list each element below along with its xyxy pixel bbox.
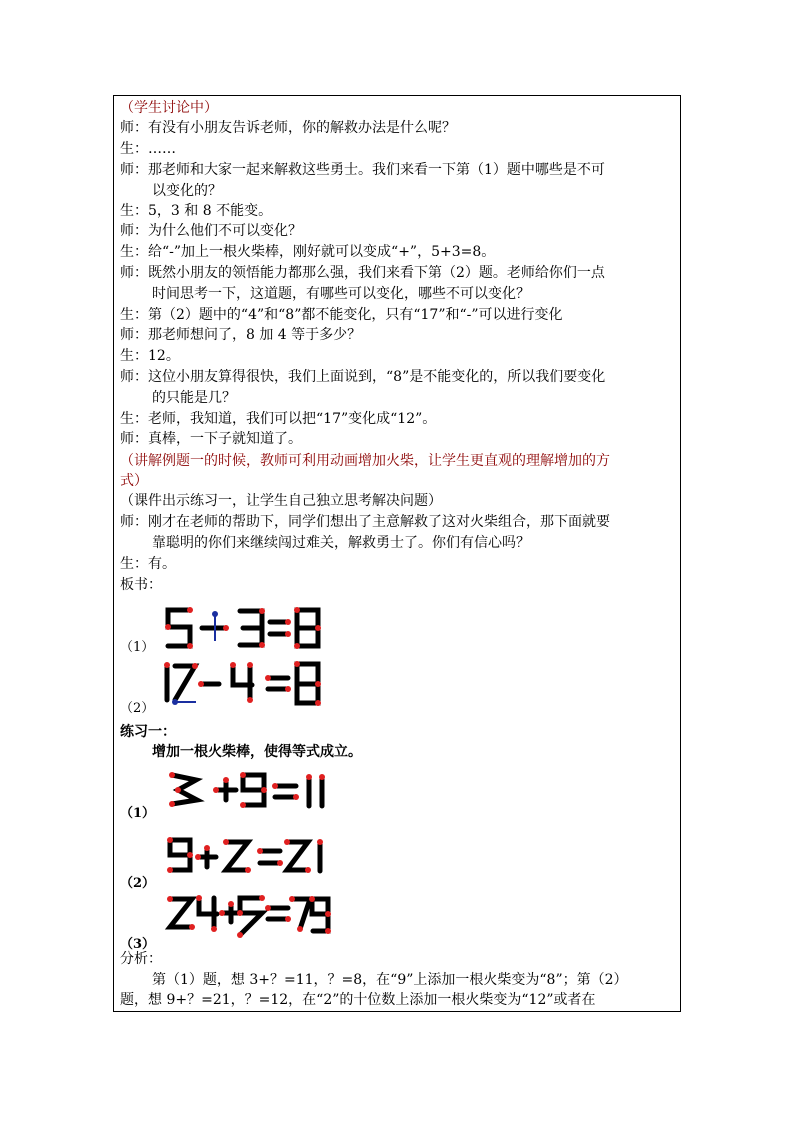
dialogue-line: 生：……	[120, 141, 176, 157]
dialogue-line: 时间思考一下，这道题，有哪些可以变化，哪些不可以变化？	[152, 286, 530, 302]
dialogue-line: 生：老师，我知道，我们可以把“17”变化成“12”。	[120, 411, 437, 427]
dialogue-line: 生：第（2）题中的“4”和“8”都不能变化，只有“17”和“-”可以进行变化	[120, 307, 563, 323]
analysis-heading: 分析：	[120, 951, 162, 967]
dialogue-line: 师：那老师和大家一起来解救这些勇士。我们来看一下第（1）题中哪些是不可	[120, 162, 605, 178]
digit-9-matches	[309, 896, 331, 934]
dialogue-line: 以变化的？	[152, 183, 222, 199]
digit-4-matches	[196, 895, 217, 932]
dialogue-line: 生：12。	[120, 348, 180, 364]
equals-matches	[265, 905, 291, 922]
dialogue-line: （课件出示练习一，让学生自己独立思考解决问题）	[120, 493, 442, 509]
analysis-line-2: 题，想 9+？=21，？=12，在“2”的十位数上添加一根火柴变为“12”或者在	[120, 992, 596, 1008]
dialogue-line: 生：给“-”加上一根火柴棒，刚好就可以变成“+”，5+3=8。	[120, 244, 496, 260]
exercise-heading: 练习一：	[120, 724, 176, 740]
dialogue-line: 师：这位小朋友算得很快，我们上面说到，“8”是不能变化的，所以我们要变化	[120, 369, 606, 385]
dialogue-line: 式）	[120, 473, 148, 489]
dialogue-line: 师：真棒，一下子就知道了。	[120, 431, 302, 447]
dialogue-line: 师：有没有小朋友告诉老师，你的解救办法是什么呢？	[120, 120, 456, 136]
digit-2-matches	[167, 896, 195, 930]
exercise-label-3: （3）	[120, 937, 156, 952]
digit-5-matches	[237, 895, 265, 938]
dialogue-line: 生：有。	[120, 556, 176, 572]
board-label-2: （2）	[120, 701, 155, 716]
dialogue-line: 靠聪明的你们来继续闯过难关，解救勇士了。你们有信心吗？	[152, 535, 530, 551]
exercise-label-2: （2）	[120, 876, 156, 891]
dialogue-line: 师：既然小朋友的领悟能力都那么强，我们来看下第（2）题。老师给你们一点	[120, 265, 605, 281]
dialogue-line: 生：5，3 和 8 不能变。	[120, 203, 273, 219]
plus-matches	[219, 901, 240, 922]
dialogue-line: （讲解例题一的时候，教师可利用动画增加火柴，让学生更直观的理解增加的方	[120, 453, 610, 469]
dialogue-line: 的只能是几？	[152, 390, 236, 406]
dialogue-line: 师：那老师想问了，8 加 4 等于多少？	[120, 327, 362, 343]
board-label-1: （1）	[120, 640, 155, 655]
exercise-label-1: （1）	[120, 806, 156, 821]
dialogue-line: 师：为什么他们不可以变化？	[120, 223, 302, 239]
digit-7-matches	[289, 896, 310, 932]
exercise-instruction: 增加一根火柴棒，使得等式成立。	[152, 744, 362, 760]
analysis-line-1: 第（1）题，想 3+？=11，？=8，在“9”上添加一根火柴变为“8”；第（2）	[152, 972, 628, 988]
dialogue-line: 师：刚才在老师的帮助下，同学们想出了主意解救了这对火柴组合，那下面就要	[120, 514, 610, 530]
dialogue-line: 板书：	[120, 577, 162, 593]
dialogue-line: （学生讨论中）	[120, 100, 218, 116]
